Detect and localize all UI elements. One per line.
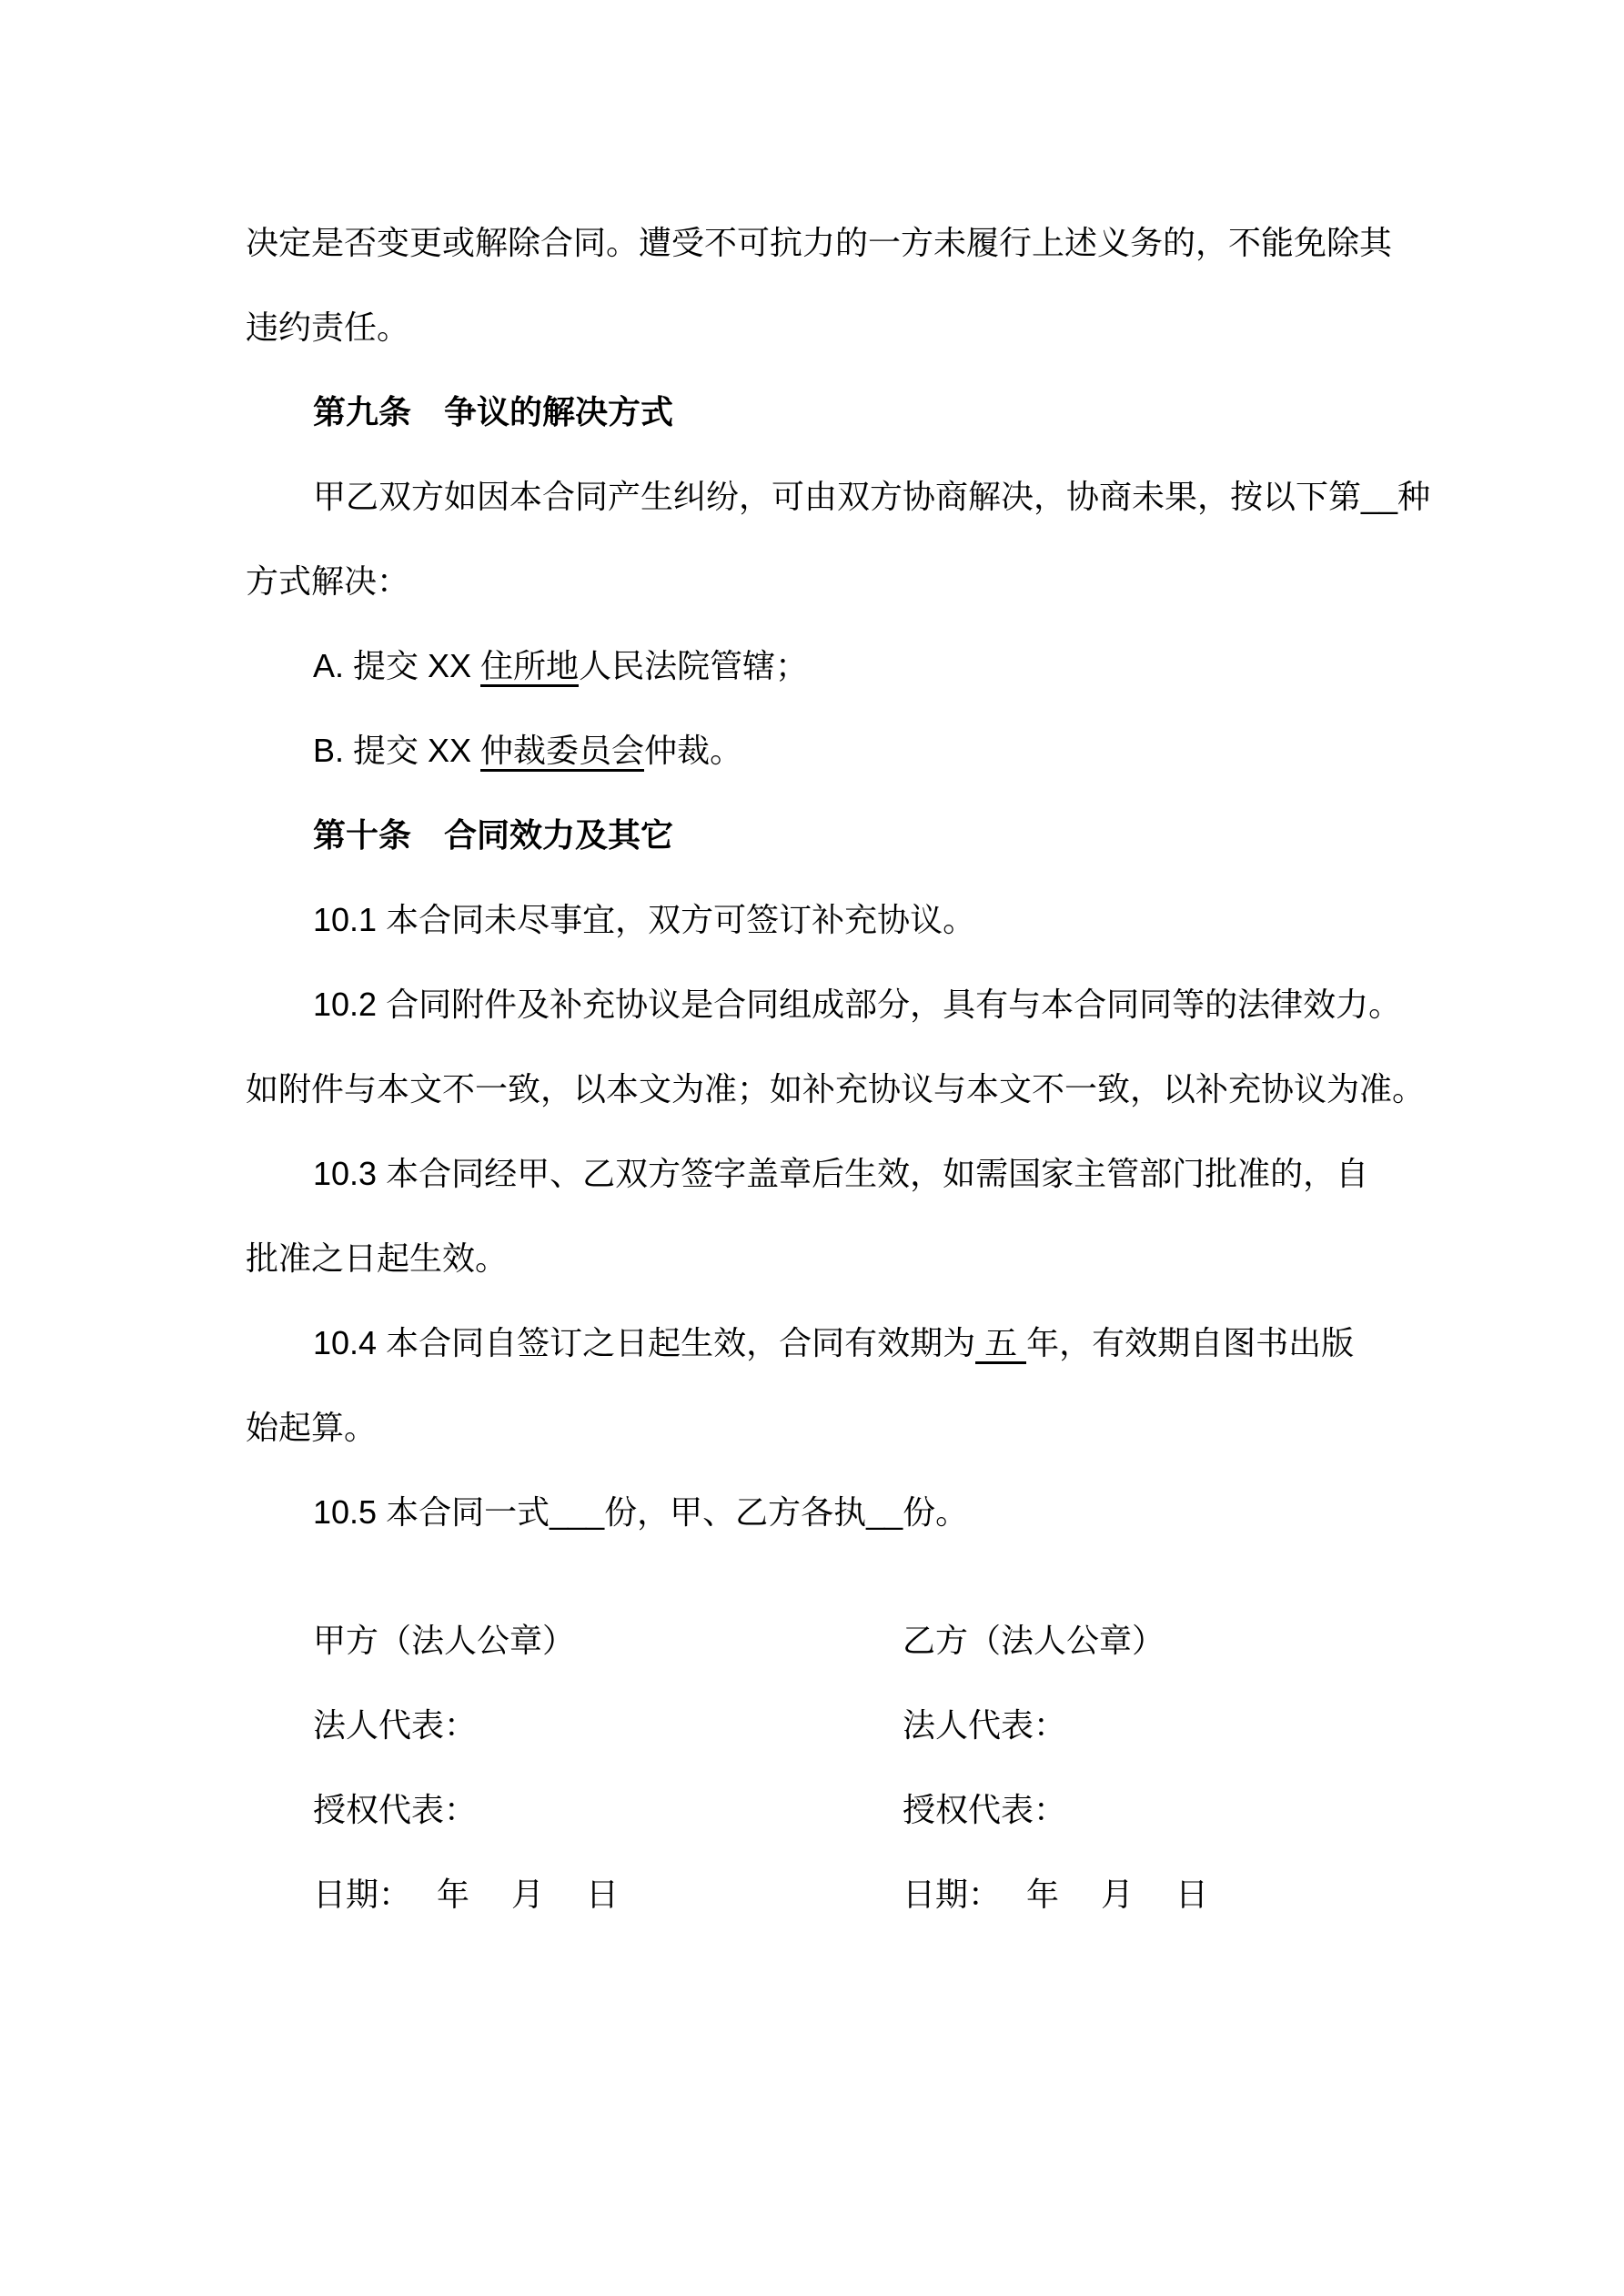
party-a-seal-label: 甲方（法人公章） — [313, 1622, 576, 1659]
party-a-auth-rep-label: 授权代表： — [313, 1791, 478, 1828]
option-b-underlined-arbitration-committee: 仲裁委员会 — [480, 732, 644, 772]
clause-10-3-line-2: 批准之日起生效。 — [246, 1239, 509, 1277]
party-a-date-label: 日期： 年 月 日 — [313, 1876, 620, 1913]
clause-10-1-line: 10.1 本合同未尽事宜，双方可签订补充协议。 — [313, 901, 976, 938]
dispute-resolution-line-2: 方式解决： — [246, 562, 410, 600]
clause-10-4-text-post: 年，有效期自图书出版 — [1026, 1324, 1355, 1361]
clause-10-4-line-1 — [246, 1300, 1415, 1385]
clause-10-4-text-pre: 10.4 本合同自签订之日起生效，合同有效期为 — [313, 1324, 976, 1361]
signature-row-date — [246, 1852, 1415, 1937]
signature-row-legal-rep — [246, 1683, 1415, 1767]
signature-block — [246, 1598, 1415, 1937]
dispute-resolution-line-1: 甲乙双方如因本合同产生纠纷，可由双方协商解决，协商未果，按以下第__种 — [313, 478, 1431, 515]
party-b-auth-rep-label: 授权代表： — [903, 1791, 1067, 1828]
clause-10-2-line-1: 10.2 合同附件及补充协议是合同组成部分，具有与本合同同等的法律效力。 — [313, 986, 1402, 1023]
clause-10-4-line-2: 始起算。 — [246, 1409, 378, 1446]
option-a-underlined-court-venue: 住所地 — [480, 647, 579, 687]
force-majeure-continuation-line-2: 违约责任。 — [246, 308, 410, 346]
party-a-legal-rep-label: 法人代表： — [313, 1706, 478, 1744]
signature-row-party — [246, 1598, 1415, 1683]
party-b-date-label: 日期： 年 月 日 — [903, 1876, 1209, 1913]
option-b-line — [246, 708, 1415, 793]
option-a-text-post: 人民法院管辖； — [579, 647, 809, 684]
clause-10-4-underlined-validity-years: 五 — [975, 1324, 1026, 1364]
force-majeure-continuation-line-1: 决定是否变更或解除合同。遭受不可抗力的一方未履行上述义务的，不能免除其 — [246, 224, 1393, 261]
option-a-text-pre: A. 提交 XX — [313, 647, 481, 684]
option-a-line — [246, 623, 1415, 708]
party-b-seal-label: 乙方（法人公章） — [903, 1622, 1165, 1659]
signature-row-auth-rep — [246, 1767, 1415, 1852]
option-b-text-pre: B. 提交 XX — [313, 732, 481, 769]
clause-10-2-line-2: 如附件与本文不一致，以本文为准；如补充协议与本文不一致，以补充协议为准。 — [246, 1070, 1426, 1108]
clause-9-heading: 第九条 争议的解决方式 — [313, 393, 674, 430]
clause-10-3-line-1: 10.3 本合同经甲、乙双方签字盖章后生效，如需国家主管部门批准的，自 — [313, 1155, 1369, 1192]
clause-10-heading: 第十条 合同效力及其它 — [313, 816, 674, 854]
option-b-text-post: 仲裁。 — [644, 732, 743, 769]
clause-10-5-line: 10.5 本合同一式___份，甲、乙方各执__份。 — [313, 1493, 969, 1531]
party-b-legal-rep-label: 法人代表： — [903, 1706, 1067, 1744]
